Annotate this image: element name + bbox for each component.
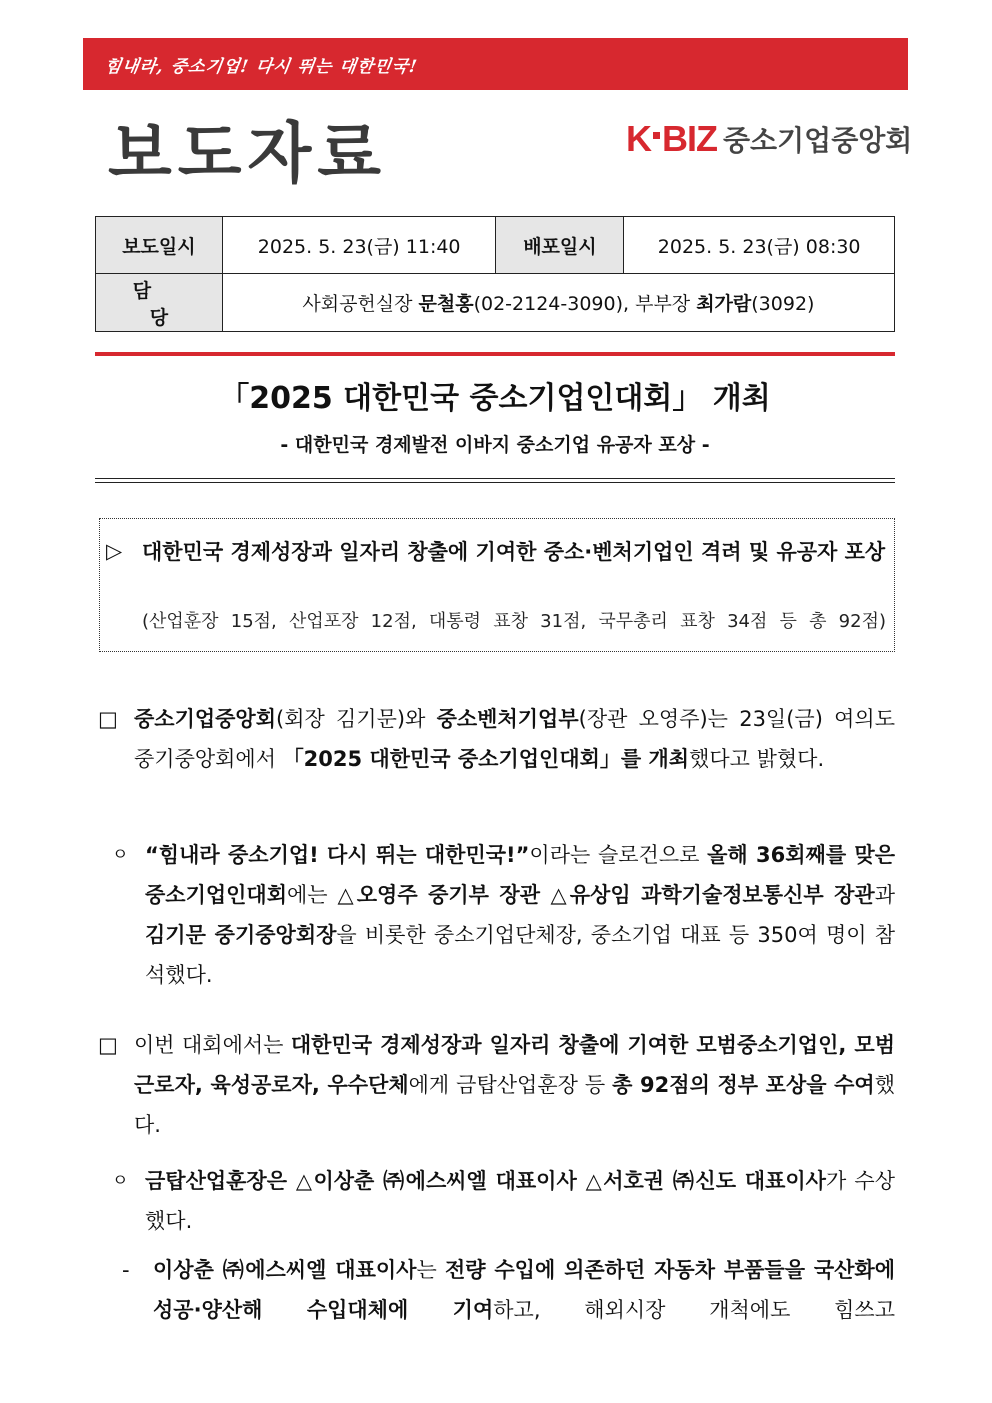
paragraph-1: 중소기업중앙회(회장 김기문)와 중소벤처기업부(장관 오영주)는 23일(금) 여의도 중기중앙회에서 「2025 대한민국 중소기업인대회」를 개최했다고 밝혔다. [134, 707, 895, 771]
logo-org-name: 중소기업중앙회 [723, 124, 913, 157]
circle-bullet-icon: ㅇ [112, 1171, 129, 1191]
headline: 「2025 대한민국 중소기업인대회」 개최 [219, 381, 771, 416]
red-divider [95, 352, 895, 356]
distribution-date-label: 배포일시 [496, 217, 624, 274]
paragraph-3: 이번 대회에서는 대한민국 경제성장과 일자리 창출에 기여한 모범중소기업인, 모범근로자, 육성공로자, 우수단체에게 금탑산업훈장 등 총 92점의 정부 포상을 수여했다. [134, 1033, 896, 1137]
box-bullet-icon: □ [98, 707, 118, 731]
summary-text: 대한민국 경제성장과 일자리 창출에 기여한 중소·벤처기업인 격려 및 유공자 포상 [142, 540, 886, 564]
document-type-title: 보도자료 [108, 115, 388, 192]
triangle-bullet-icon: ▷ [106, 539, 123, 563]
paragraph-5: 이상춘 ㈜에스씨엘 대표이사는 전량 수입에 의존하던 자동차 부품들을 국산화에 성공·양산해 수입대체에 기여하고, 해외시장 개척에도 힘쓰고 [153, 1258, 895, 1322]
contact-label: 담 당 [96, 274, 223, 332]
kbiz-logo [626, 118, 912, 160]
box-bullet-icon: □ [98, 1033, 118, 1057]
summary-box [99, 518, 895, 652]
dash-bullet-icon: - [122, 1258, 130, 1282]
logo-mark: K BIZ [626, 118, 717, 159]
circle-bullet-icon: ㅇ [112, 845, 129, 865]
logo-dot-icon [653, 132, 660, 139]
contact-value: 사회공헌실장 문철홍(02-2124-3090), 부부장 최가람(3092) [222, 274, 894, 332]
double-divider [95, 478, 895, 483]
slogan-banner [83, 38, 908, 90]
press-date-label: 보도일시 [96, 217, 223, 274]
slogan-text: 힘내라, 중소기업! 다시 뛰는 대한민국! [103, 57, 419, 77]
subheadline: - 대한민국 경제발전 이바지 중소기업 유공자 포상 - [280, 434, 710, 456]
press-info-table [95, 216, 895, 332]
press-date-value: 2025. 5. 23(금) 11:40 [222, 217, 496, 274]
paragraph-2: “힘내라 중소기업! 다시 뛰는 대한민국!”이라는 슬로건으로 올해 36회째를 맞은 중소기업인대회에는 △오영주 중기부 장관 △유상임 과학기술정보통신부 장관과 김기문 중기중앙회장을 비롯한 중소기업단체장, 중소기업 대표 등 350여 명이 참석했다. [145, 843, 896, 987]
distribution-date-value: 2025. 5. 23(금) 08:30 [624, 217, 895, 274]
summary-note: (산업훈장 15점, 산업포장 12점, 대통령 표창 31점, 국무총리 표창 34점 등 총 92점) [142, 611, 886, 632]
paragraph-4: 금탑산업훈장은 △이상춘 ㈜에스씨엘 대표이사 △서호권 ㈜신도 대표이사가 수상했다. [145, 1169, 895, 1233]
